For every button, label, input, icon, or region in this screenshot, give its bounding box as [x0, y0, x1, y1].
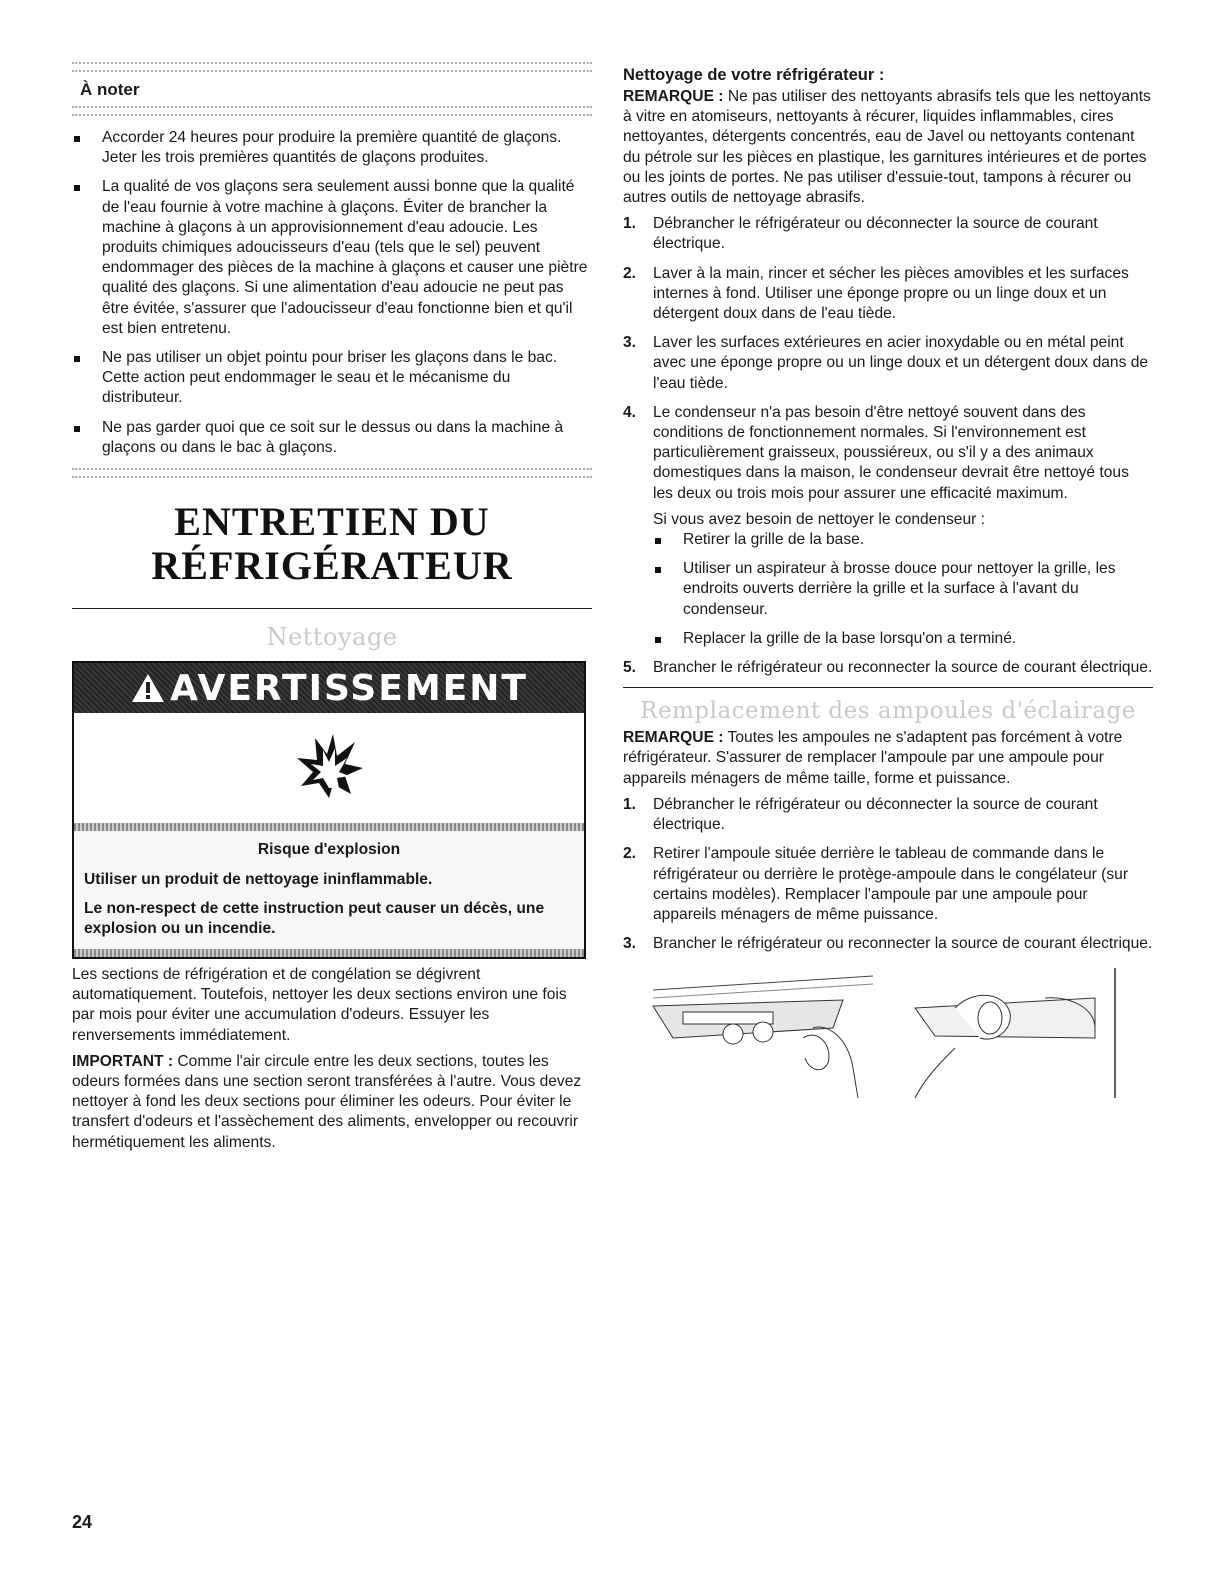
list-item: Utiliser un aspirateur à brosse douce pour nettoyer la grille, les endroits ouverts derrière la grille et la surface à l'avant du condenseur. — [653, 559, 1153, 620]
list-item — [623, 795, 1153, 835]
step-text: Débrancher le réfrigérateur ou déconnecter la source de courant électrique. — [653, 215, 1098, 253]
warning-title: AVERTISSEMENT — [170, 667, 528, 709]
list-item: Ne pas garder quoi que ce soit sur le dessus ou dans la machine à glaçons ou dans le bac à glaçons. — [72, 418, 592, 458]
step-text: Laver les surfaces extérieures en acier inoxydable ou en métal peint avec une éponge propre ou un linge doux et un détergent doux dans de l'eau tiède. — [653, 334, 1149, 392]
divider — [72, 468, 592, 478]
warning-divider — [74, 949, 584, 957]
illustrations — [623, 968, 1153, 1098]
cleaning-steps — [623, 214, 1153, 678]
page-number: 24 — [72, 1512, 93, 1532]
remark-text: Ne pas utiliser des nettoyants abrasifs tels que les nettoyants à vitre en atomiseurs, nettoyants à récurer, liquides inflammables, cires nettoyantes, détergents concentrés, eau de Javel ou nettoyants contenant du pétrole sur les pièces en plastique, les garnitures intérieures et de portes ou les joints de portes. Ne pas utiliser d'essuie-tout, tampons à récurer ou autres outils de nettoyage abrasifs. — [623, 88, 1151, 207]
divider — [72, 608, 592, 609]
list-item — [623, 403, 1153, 649]
step-text: Laver à la main, rincer et sécher les pièces amovibles et les surfaces internes à fond. Utiliser une éponge propre ou un linge doux et un détergent doux dans de l'eau tiède. — [653, 264, 1129, 323]
step-text: Brancher le réfrigérateur ou reconnecter la source de courant électrique. — [653, 659, 1153, 677]
condenser-intro: Si vous avez besoin de nettoyer le condenseur : — [653, 510, 986, 528]
warning-box — [72, 661, 586, 959]
bulb-remark-label: REMARQUE : — [623, 729, 724, 747]
clean-heading: Nettoyage de votre réfrigérateur : — [623, 66, 885, 84]
divider — [72, 106, 592, 116]
step-text: Le condenseur n'a pas besoin d'être nettoyé souvent dans des conditions de fonctionnement normales. Si l'environnement est particulièrement graisseux, poussiéreux, ou s'il y a des animaux domestiques dans la maison, le condenseur devrait être nettoyé tous les deux ou trois mois pour assurer une efficacité maximum. — [653, 403, 1129, 502]
section-title-line: ENTRETIEN DU — [174, 499, 490, 545]
list-item: Retirer la grille de la base. — [653, 530, 1153, 550]
section-title — [72, 500, 592, 588]
important-text: Comme l'air circule entre les deux sections, toutes les odeurs formées dans une section seront transférées à l'autre. Vous devez nettoyer à fond les deux sections pour éliminer les odeurs. Pour éviter le transfert d'odeurs et l'assèchement des aliments, envelopper ou recouvrir hermétiquement les aliments. — [72, 1052, 582, 1151]
warning-divider — [74, 823, 584, 831]
warning-instruction: Utiliser un produit de nettoyage ininflammable. — [84, 871, 433, 889]
bulb-remark-text: Toutes les ampoules ne s'adaptent pas forcément à votre réfrigérateur. S'assurer de remplacer l'ampoule par une ampoule pour appareils ménagers de même taille, forme et puissance. — [623, 729, 1123, 787]
list-item: Ne pas utiliser un objet pointu pour briser les glaçons dans le bac. Cette action peut endommager le seau et le mécanisme du distributeur. — [72, 348, 592, 409]
list-item — [623, 214, 1153, 254]
control-panel-bulb-illustration — [623, 968, 873, 1098]
list-item: La qualité de vos glaçons sera seulement aussi bonne que la qualité de l'eau fournie à votre machine à glaçons. Éviter de brancher la machine à glaçons à un approvisionnement d'eau adoucie. Les produits chimiques adoucisseurs d'eau (tels que le sel) peuvent endommager des pièces de la machine à glaçons et causer une piètre qualité des glaçons. Si une alimentation d'eau adoucie ne peut pas être évitée, s'assurer que l'adoucisseur d'eau fonctionne bien et qu'il est bien entretenu. — [72, 177, 592, 339]
freezer-bulb-illustration — [895, 968, 1125, 1098]
warning-risk: Risque d'explosion — [257, 841, 401, 859]
subhead-bulbs: Remplacement des ampoules d'éclairage — [640, 698, 1136, 725]
left-column — [72, 62, 592, 1153]
remark-paragraph — [623, 87, 1153, 208]
warning-triangle-icon — [130, 672, 166, 704]
warning-text — [74, 831, 584, 949]
warning-icon-area — [74, 713, 584, 823]
right-column — [623, 66, 1153, 1098]
step-number: 1. — [623, 795, 637, 813]
warning-banner — [74, 663, 584, 713]
subhead-nettoyage: Nettoyage — [266, 623, 398, 652]
list-item — [623, 844, 1153, 925]
step-number: 2. — [623, 845, 637, 863]
bulb-remark-paragraph — [623, 728, 1153, 789]
condenser-list — [653, 530, 1153, 649]
step-number: 5. — [623, 659, 637, 677]
important-paragraph — [72, 1052, 592, 1153]
important-label: IMPORTANT : — [72, 1052, 174, 1070]
bulb-steps — [623, 795, 1153, 954]
remark-label: REMARQUE : — [623, 88, 724, 105]
note-list — [72, 128, 592, 458]
step-number: 2. — [623, 264, 637, 282]
explosion-icon — [289, 728, 369, 808]
step-number: 4. — [623, 403, 637, 421]
divider — [72, 62, 592, 72]
section-title-line: RÉFRIGÉRATEUR — [151, 543, 513, 589]
note-heading: À noter — [80, 80, 140, 99]
divider — [623, 687, 1153, 688]
list-item: Accorder 24 heures pour produire la première quantité de glaçons. Jeter les trois premières quantités de glaçons produites. — [72, 128, 592, 168]
list-item — [623, 264, 1153, 325]
warning-consequence: Le non-respect de cette instruction peut causer un décès, une explosion ou un incendie. — [84, 900, 545, 938]
step-text: Retirer l'ampoule située derrière le tableau de commande dans le réfrigérateur ou derrière le protège-ampoule dans le congélateur (sur certains modèles). Remplacer l'ampoule par une ampoule pour appareils ménagers de même puissance. — [653, 845, 1129, 923]
list-item — [623, 333, 1153, 394]
step-number: 3. — [623, 935, 637, 953]
list-item — [623, 658, 1153, 678]
step-number: 1. — [623, 215, 637, 233]
step-text: Débrancher le réfrigérateur ou déconnecter la source de courant électrique. — [653, 795, 1098, 834]
list-item — [623, 934, 1153, 954]
step-number: 3. — [623, 334, 637, 352]
paragraph: Les sections de réfrigération et de congélation se dégivrent automatiquement. Toutefois, nettoyer les deux sections environ une fois par mois pour éviter une accumulation d'odeurs. Essuyer les renversements immédiatement. — [72, 966, 567, 1044]
list-item: Replacer la grille de la base lorsqu'on a terminé. — [653, 629, 1153, 649]
step-text: Brancher le réfrigérateur ou reconnecter la source de courant électrique. — [653, 935, 1153, 953]
